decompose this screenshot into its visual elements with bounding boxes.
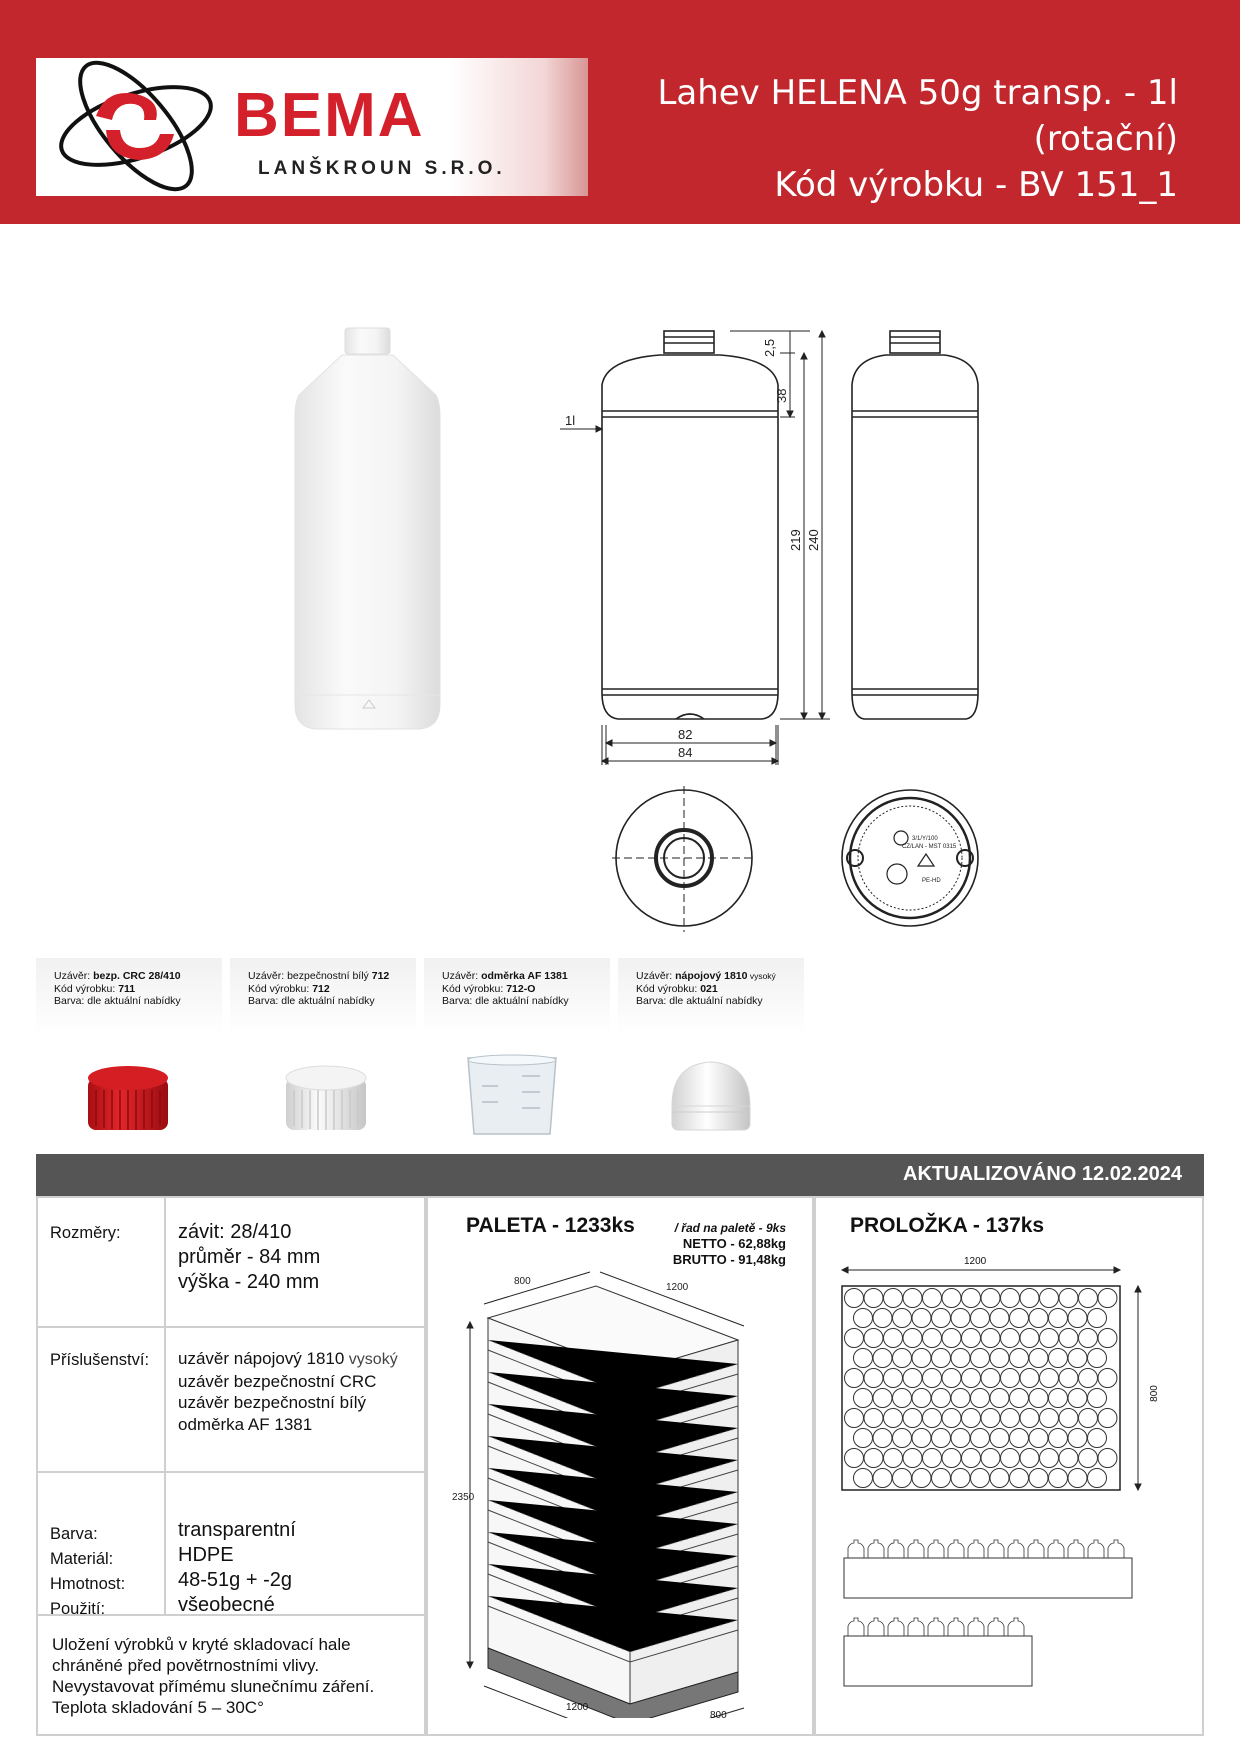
title-line-3: Kód výrobku - BV 151_1 (774, 165, 1178, 205)
bottle-photo (290, 325, 450, 735)
liner-side-bottle (968, 1618, 984, 1636)
company-logo (36, 58, 588, 196)
logo-orbit-icon (36, 58, 226, 196)
header-band (0, 0, 1240, 224)
white-safety-cap-image (278, 1058, 374, 1138)
liner-side-bottle (1048, 1540, 1064, 1558)
liner-side-bottle (868, 1540, 884, 1558)
liner-side-bottle (848, 1540, 864, 1558)
accessory-card-1: Uzávěr: bezp. CRC 28/410 Kód výrobku: 711 Barva: dle aktuální nabídky (36, 958, 222, 1036)
liner-side-bottle (1108, 1540, 1124, 1558)
liner-side-bottle (988, 1618, 1004, 1636)
properties-labels: Barva: Materiál: Hmotnost: Použití: (50, 1525, 126, 1618)
liner-side-bottle (868, 1618, 884, 1636)
liner-side-bottle (1028, 1540, 1044, 1558)
accessory-card-3: Uzávěr: odměrka AF 1381 Kód výrobku: 712-O Barva: dle aktuální nabídky (424, 958, 610, 1036)
measuring-cup-image (462, 1052, 562, 1142)
pallet-dim-2350: 2350 (452, 1492, 475, 1503)
title-line-1: Lahev HELENA 50g transp. - 1l (657, 73, 1178, 113)
liner-side-bottle (888, 1618, 904, 1636)
properties-values: transparentní HDPE 48-51g + -2g všeobecné (178, 1519, 296, 1616)
logo-subtitle: LANŠKROUN S.R.O. (258, 158, 506, 179)
pallet-title: PALETA - 1233ks (466, 1214, 635, 1237)
liner-side-bottle (1088, 1540, 1104, 1558)
logo-name: BEMA (234, 81, 425, 150)
volume-label: 1l (565, 413, 576, 428)
dim-2-5: 2,5 (762, 338, 777, 357)
liner-side-bottle (1008, 1618, 1024, 1636)
title-line-2: (rotační) (1033, 119, 1178, 159)
dim-219: 219 (788, 529, 803, 551)
dimensions-label: Rozměry: (50, 1224, 121, 1242)
liner-title: PROLOŽKA - 137ks (850, 1214, 1045, 1237)
product-title (657, 70, 1178, 208)
svg-text:PE-HD: PE-HD (922, 878, 941, 884)
red-crc-cap-image (80, 1058, 176, 1138)
updated-date: AKTUALIZOVÁNO 12.02.2024 (903, 1163, 1182, 1185)
pallet-dim-1200-top: 1200 (666, 1282, 689, 1293)
accessory-card-2: Uzávěr: bezpečnostní bílý 712 Kód výrobku: 712 Barva: dle aktuální nabídky (230, 958, 416, 1036)
dim-84: 84 (678, 745, 693, 760)
dim-38: 38 (774, 388, 789, 403)
pallet-dim-800-top: 800 (514, 1276, 531, 1287)
liner-side-bottle (1068, 1540, 1084, 1558)
liner-panel (814, 1196, 1204, 1736)
svg-text:3/1/Y/100: 3/1/Y/100 (912, 836, 938, 842)
top-bottom-views (600, 780, 1020, 940)
dim-82: 82 (678, 727, 693, 742)
accessory-card-4: Uzávěr: nápojový 1810 vysoký Kód výrobku: 021 Barva: dle aktuální nabídky (618, 958, 804, 1036)
liner-side-bottle (928, 1618, 944, 1636)
liner-side-bottle (988, 1540, 1004, 1558)
liner-side-bottle (928, 1540, 944, 1558)
liner-side-bottle (948, 1540, 964, 1558)
liner-side-bottle (888, 1540, 904, 1558)
svg-text:CZ/LAN - MST 0315: CZ/LAN - MST 0315 (902, 844, 957, 850)
liner-dim-800: 800 (1148, 1385, 1160, 1402)
specs-panel (36, 1196, 426, 1736)
dim-240: 240 (806, 529, 821, 551)
liner-side-bottle (1008, 1540, 1024, 1558)
storage-instructions: Uložení výrobků v kryté skladovací hale chráněné před povětrnostními vlivy. Nevystavovat přímému slunečnímu záření. Teplota skladování 5 – 30C° (52, 1635, 375, 1717)
pallet-weights: / řad na paletě - 9ks NETTO - 62,88kg BRUTTO - 91,48kg (672, 1221, 786, 1267)
pallet-dim-800-bottom: 800 (710, 1710, 727, 1721)
accessories-values: uzávěr nápojový 1810 vysoký uzávěr bezpečnostní CRC uzávěr bezpečnostní bílý odměrka AF 1381 (178, 1349, 398, 1434)
dimensions-values: závit: 28/410 průměr - 84 mm výška - 240 mm (178, 1221, 321, 1293)
liner-side-bottle (848, 1618, 864, 1636)
liner-dim-1200: 1200 (964, 1256, 987, 1267)
liner-side-bottle (968, 1540, 984, 1558)
updated-bar (36, 1154, 1204, 1196)
accessories-label: Příslušenství: (50, 1351, 150, 1369)
liner-top-drawing (836, 1264, 1176, 1500)
drink-cap-image (662, 1054, 760, 1140)
pallet-drawing (448, 1248, 778, 1718)
liner-side-bottle (948, 1618, 964, 1636)
pallet-dim-1200-bottom: 1200 (566, 1702, 589, 1713)
liner-side-bottle (908, 1618, 924, 1636)
liner-side-bottle (908, 1540, 924, 1558)
pallet-panel (426, 1196, 814, 1736)
liner-side-drawing (842, 1534, 1142, 1704)
technical-drawing (540, 325, 1020, 765)
